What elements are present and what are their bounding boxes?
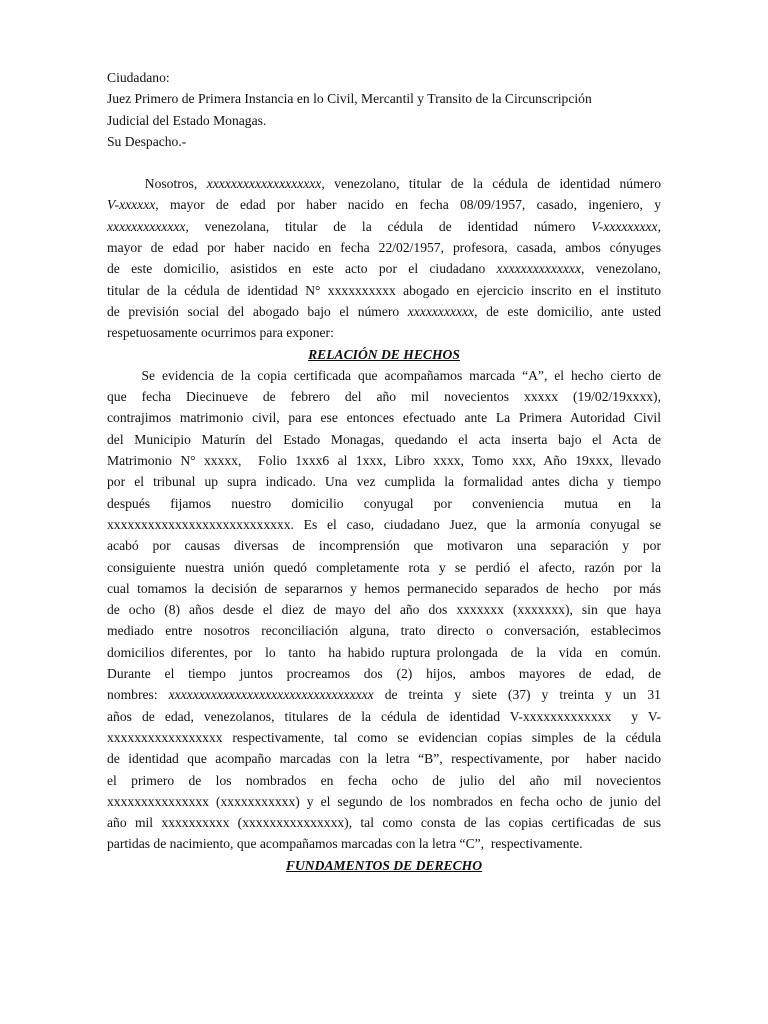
text-line: xxxxxxxxxxxxxxxxxxxxxxxxxxx. Es el caso, ciudadano Juez, que la armonía conyugal se <box>107 516 661 532</box>
salutation-line: Su Despacho.- <box>107 133 187 149</box>
text-line: por el tribunal up supra indicado. Una vez cumplida la formalidad antes dicha y tiempo <box>107 474 661 490</box>
text-line: de este domicilio, asistidos en este acto por el ciudadano xxxxxxxxxxxxxx, venezolano, <box>107 261 661 277</box>
salutation-line: Judicial del Estado Monagas. <box>107 112 267 128</box>
text-line: Se evidencia de la copia certificada que acompañamos marcada “A”, el hecho cierto de <box>107 367 661 383</box>
text-line: de identidad que acompaño marcadas con la letra “B”, respectivamente, por haber nacido <box>107 751 661 767</box>
text-line: el primero de los nombrados en fecha ocho de julio del año mil novecientos <box>107 772 661 788</box>
text-line: xxxxxxxxxxxxx, venezolana, titular de la cédula de identidad número V-xxxxxxxxx, <box>107 218 661 234</box>
text-line: acabó por causas diversas de incomprensión que motivaron una separación y por <box>107 538 661 554</box>
intro-paragraph <box>107 173 661 343</box>
text-line: de ocho (8) años desde el diez de mayo del año dos xxxxxxx (xxxxxxx), sin que haya <box>107 602 661 618</box>
text-line: años de edad, venezolanos, titulares de la cédula de identidad V-xxxxxxxxxxxxx y V- <box>107 708 661 724</box>
text-line: xxxxxxxxxxxxxxx (xxxxxxxxxxx) y el segundo de los nombrados en fecha ocho de junio del <box>107 793 661 809</box>
text-line: mediado entre nosotros reconciliación alguna, trato directo o conversación, establecimos <box>107 623 661 639</box>
text-line: nombres: xxxxxxxxxxxxxxxxxxxxxxxxxxxxxxxxxx de treinta y siete (37) y treinta y un 31 <box>107 687 661 703</box>
text-line: consiguiente nuestra unión quedó completamente rota y se perdió el afecto, razón por la <box>107 559 661 575</box>
text-line: Nosotros, xxxxxxxxxxxxxxxxxxx, venezolano, titular de la cédula de identidad número <box>107 176 662 192</box>
text-line: partidas de nacimiento, que acompañamos marcadas con la letra “C”, respectivamente. <box>107 836 583 852</box>
text-line: domicilios diferentes, por lo tanto ha habido ruptura prolongada de la vida en común. <box>107 644 661 660</box>
text-line: Durante el tiempo juntos procreamos dos (2) hijos, ambos mayores de edad, de <box>107 666 661 682</box>
text-line: año mil xxxxxxxxxx (xxxxxxxxxxxxxxx), tal como consta de las copias certificadas de sus <box>107 815 661 831</box>
text-line: titular de la cédula de identidad N° xxxxxxxxxx abogado en ejercicio inscrito en el instituto <box>107 282 661 298</box>
text-line: después fijamos nuestro domicilio conyugal por conveniencia mutua en la <box>107 495 661 511</box>
text-line: V-xxxxxx, mayor de edad por haber nacido en fecha 08/09/1957, casado, ingeniero, y <box>107 197 661 213</box>
text-line: mayor de edad por haber nacido en fecha 22/02/1957, profesora, casada, ambos cónyuges <box>107 240 661 256</box>
facts-paragraph <box>107 365 661 855</box>
section-heading-fundamentos: FUNDAMENTOS DE DERECHO <box>285 857 483 873</box>
text-line: contrajimos matrimonio civil, para ese entonces efectuado ante La Primera Autoridad Civil <box>107 410 661 426</box>
salutation-line: Juez Primero de Primera Instancia en lo Civil, Mercantil y Transito de la Circunscripción <box>107 91 592 107</box>
text-line: cual tomamos la decisión de separarnos y hemos permanecido separados de hecho por más <box>107 580 661 596</box>
text-line: Matrimonio N° xxxxx, Folio 1xxx6 al 1xxx, Libro xxxx, Tomo xxx, Año 19xxx, llevado <box>107 453 661 469</box>
text-line: que fecha Diecinueve de febrero del año mil novecientos xxxxx (19/02/19xxxx), <box>107 389 661 405</box>
text-line: respetuosamente ocurrimos para exponer: <box>107 325 334 341</box>
text-line: xxxxxxxxxxxxxxxxx respectivamente, tal como se evidencian copias simples de la cédula <box>107 729 661 745</box>
salutation-line: Ciudadano: <box>107 70 170 85</box>
text-line: de previsión social del abogado bajo el número xxxxxxxxxxx, de este domicilio, ante usted <box>107 303 661 319</box>
text-line: del Municipio Maturín del Estado Monagas, quedando el acta inserta bajo el Acta de <box>107 431 661 447</box>
section-heading-hechos: RELACIÓN DE HECHOS <box>308 346 460 362</box>
